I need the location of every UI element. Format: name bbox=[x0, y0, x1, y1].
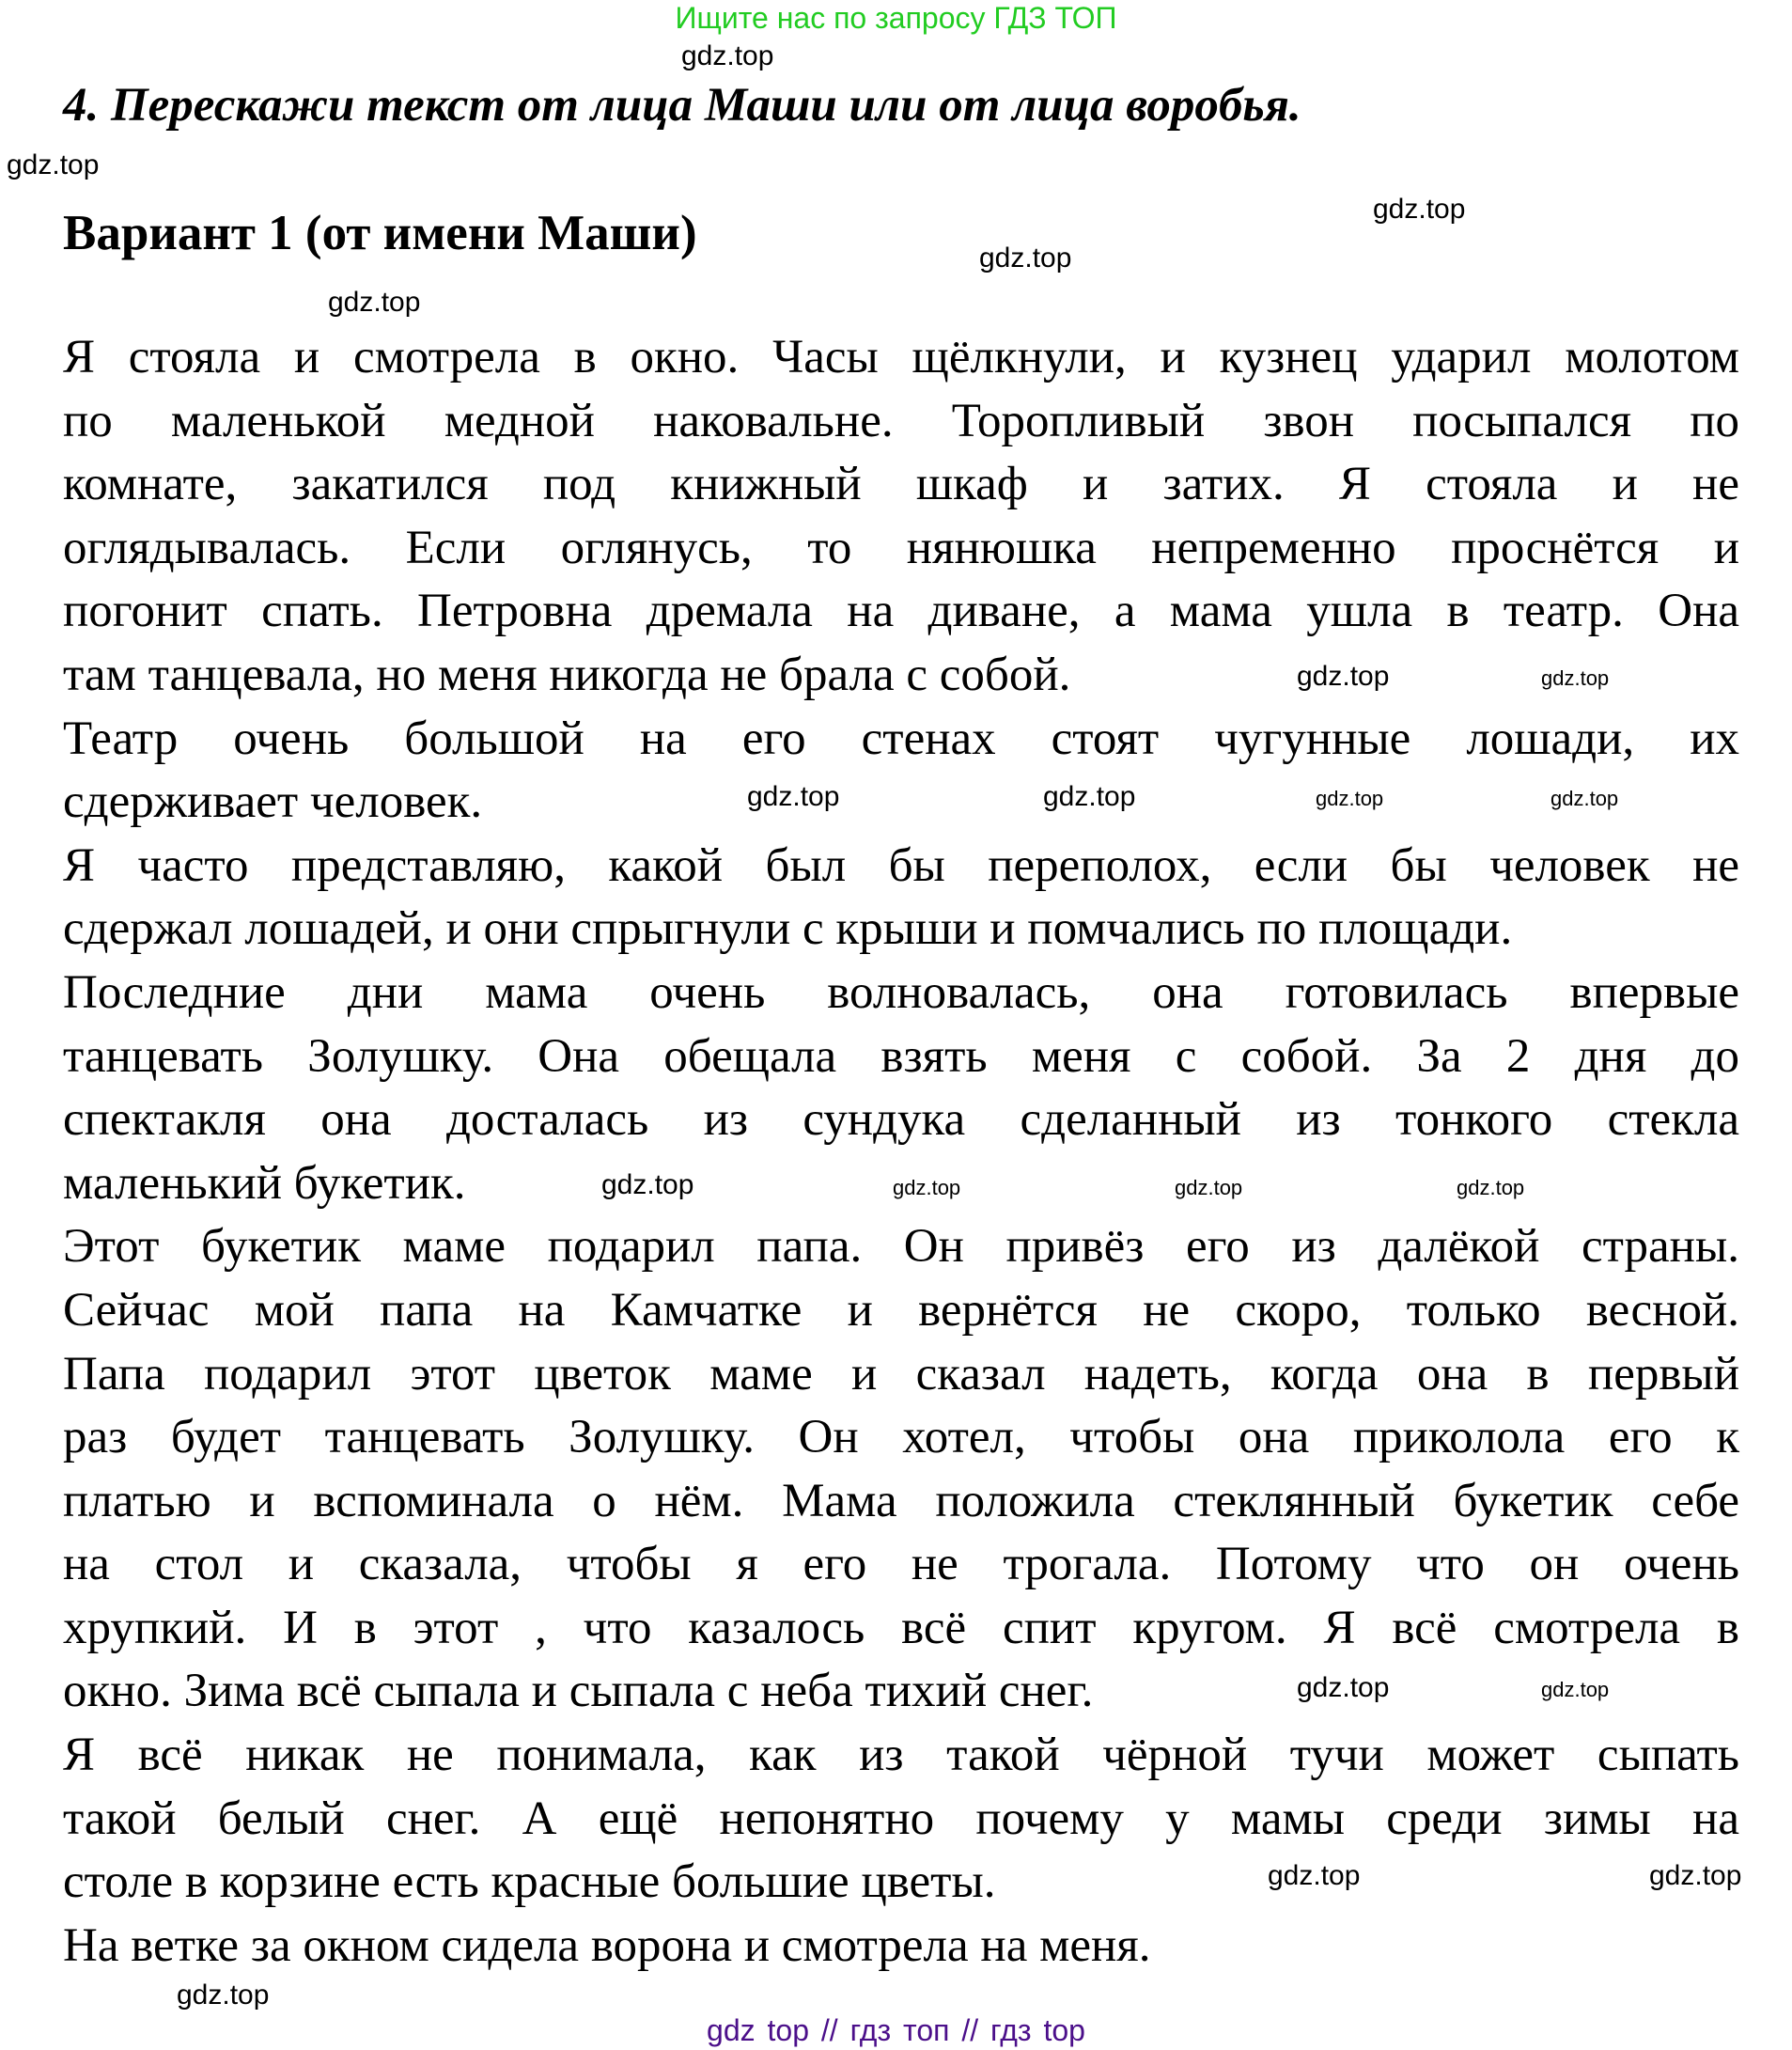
text-line: Я часто представляю, какой был бы переполох, если бы человек не bbox=[63, 838, 1739, 892]
watermark: gdz.top bbox=[979, 243, 1072, 274]
retelling-text bbox=[63, 326, 1742, 1978]
watermark: gdz.top bbox=[1175, 1176, 1243, 1199]
watermark: gdz.top bbox=[1373, 194, 1466, 225]
watermark: gdz.top bbox=[1649, 1860, 1742, 1891]
text-line: танцевать Золушку. Она обещала взять меня с собой. За 2 дня до bbox=[63, 1029, 1739, 1083]
text-line: по маленькой медной наковальне. Торопливый звон посыпался по bbox=[63, 394, 1739, 447]
watermark: gdz.top bbox=[1541, 666, 1610, 690]
text-line: Последние дни мама очень волновалась, она готовилась впервые bbox=[63, 965, 1739, 1019]
watermark: gdz.top bbox=[1316, 787, 1384, 810]
watermark: gdz.top bbox=[1268, 1860, 1361, 1891]
text-line: На ветке за окном сидела ворона и смотрела на меня. bbox=[63, 1918, 1151, 1972]
watermark: gdz.top bbox=[681, 40, 774, 71]
watermark: gdz.top bbox=[1457, 1176, 1525, 1199]
watermark: gdz.top bbox=[7, 149, 100, 180]
watermark: gdz.top bbox=[1541, 1678, 1610, 1701]
text-line: Сейчас мой папа на Камчатке и вернётся не скоро, только весной. bbox=[63, 1283, 1739, 1337]
text-line: хрупкий. И в этот , что казалось всё спит кругом. Я всё смотрела в bbox=[63, 1601, 1739, 1654]
watermark: gdz.top bbox=[1297, 1672, 1390, 1703]
text-line: на стол и сказала, чтобы я его не трогала. Потому что он очень bbox=[63, 1538, 1739, 1591]
text-line: сдержал лошадей, и они спрыгнули с крыши и помчались по площади. bbox=[63, 902, 1513, 956]
text-line: там танцевала, но меня никогда не брала с собой. bbox=[63, 648, 1071, 701]
watermark: gdz.top bbox=[1297, 661, 1390, 692]
text-line: Этот букетик маме подарил папа. Он привёз его из далёкой страны. bbox=[63, 1220, 1739, 1274]
text-line: столе в корзине есть красные большие цветы. bbox=[63, 1855, 996, 1909]
footer-links[interactable]: gdz top // гдз топ // гдз top bbox=[707, 2013, 1085, 2047]
text-line: Я стояла и смотрела в окно. Часы щёлкнули, и кузнец ударил молотом bbox=[63, 331, 1739, 383]
variant-heading: Вариант 1 (от имени Маши) bbox=[63, 206, 697, 260]
watermark: gdz.top bbox=[747, 781, 840, 812]
text-line: комнате, закатился под книжный шкаф и затих. Я стояла и не bbox=[63, 458, 1739, 511]
text-line: погонит спать. Петровна дремала на диване, а мама ушла в театр. Она bbox=[63, 585, 1739, 638]
text-line: Я всё никак не понимала, как из такой чёрной тучи может сыпать bbox=[63, 1729, 1739, 1782]
text-line: оглядывалась. Если оглянусь, то нянюшка непременно проснётся и bbox=[63, 521, 1739, 574]
text-line: Папа подарил этот цветок маме и сказал надеть, когда она в первый bbox=[63, 1347, 1739, 1401]
text-line: Театр очень большой на его стенах стоят чугунные лошади, их bbox=[63, 712, 1739, 765]
text-line: окно. Зима всё сыпала и сыпала с неба тихий снег. bbox=[63, 1665, 1094, 1718]
text-line: раз будет танцевать Золушку. Он хотел, чтобы она приколола его к bbox=[63, 1411, 1739, 1464]
watermark: gdz.top bbox=[1043, 781, 1136, 812]
watermark: gdz.top bbox=[177, 1980, 270, 2011]
text-line: платью и вспоминала о нём. Мама положила стеклянный букетик себе bbox=[63, 1474, 1739, 1527]
text-line: такой белый снег. А ещё непонятно почему у мамы среди зимы на bbox=[63, 1792, 1739, 1845]
search-banner[interactable]: Ищите нас по запросу ГДЗ ТОП bbox=[675, 1, 1117, 35]
text-line: сдерживает человек. bbox=[63, 775, 483, 829]
task-title: 4. Перескажи текст от лица Маши или от лица воробья. bbox=[63, 79, 1301, 132]
watermark: gdz.top bbox=[893, 1176, 961, 1199]
watermark: gdz.top bbox=[1550, 787, 1619, 810]
text-line: маленький букетик. bbox=[63, 1156, 466, 1210]
watermark: gdz.top bbox=[601, 1169, 694, 1200]
watermark: gdz.top bbox=[328, 287, 421, 318]
text-line: спектакля она досталась из сундука сделанный из тонкого стекла bbox=[63, 1093, 1739, 1147]
